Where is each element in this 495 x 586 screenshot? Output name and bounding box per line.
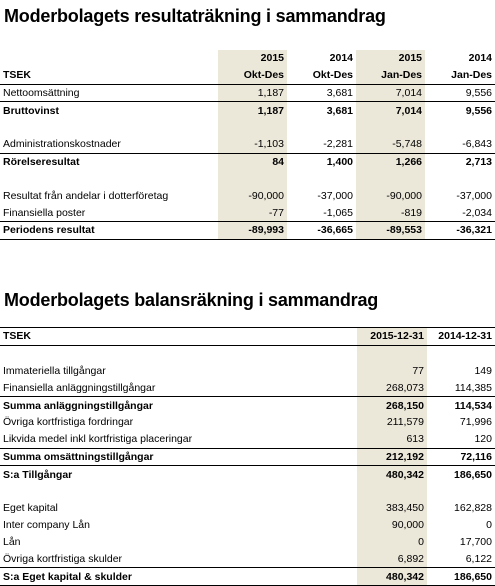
tsek-label: TSEK [0, 328, 357, 346]
row-label: Övriga kortfristiga skulder [3, 552, 123, 565]
cell-value: 9,556 [465, 86, 492, 99]
cell-value: 114,385 [454, 381, 492, 394]
table-row [0, 466, 495, 483]
income-statement-table [0, 50, 495, 240]
row-label: Övriga kortfristiga fordringar [3, 416, 134, 429]
row-label: Summa anläggningstillgångar [0, 397, 357, 414]
year-header: 2015 [356, 50, 425, 67]
row-label: Lån [3, 535, 21, 548]
cell-value: 211,579 [357, 414, 427, 431]
year-header: 2015 [218, 50, 287, 67]
cell-value: 0 [486, 519, 492, 532]
income-header-years [0, 50, 495, 67]
cell-value: -90,000 [218, 187, 287, 204]
table-row [0, 550, 495, 567]
table-row [0, 136, 495, 153]
cell-value: 7,014 [356, 84, 425, 102]
period-header: Okt-Des [287, 67, 356, 84]
cell-value: 3,681 [326, 86, 353, 99]
cell-value: 0 [357, 534, 427, 551]
row-label: Eget kapital [3, 502, 58, 515]
date-header: 2015-12-31 [357, 328, 427, 346]
cell-value: -6,843 [462, 138, 492, 151]
cell-value: 2,713 [425, 153, 495, 170]
balance-header [0, 328, 495, 346]
row-label: Immateriella tillgångar [3, 364, 106, 377]
cell-value: 114,534 [427, 397, 495, 414]
cell-value: 149 [474, 364, 492, 377]
table-row [0, 379, 495, 396]
period-header: Okt-Des [218, 67, 287, 84]
cell-value: 268,073 [357, 379, 427, 396]
cell-value: -37,000 [456, 189, 492, 202]
table-row [0, 448, 495, 466]
period-header: Jan-Des [356, 67, 425, 84]
table-row [0, 221, 495, 239]
cell-value: 186,650 [427, 568, 495, 586]
balance-sheet-table [0, 327, 495, 586]
cell-value: 120 [474, 433, 492, 446]
income-statement-title: Moderbolagets resultaträkning i sammandrag [4, 6, 386, 26]
cell-value: -2,281 [323, 138, 353, 151]
cell-value: 72,116 [427, 448, 495, 466]
cell-value: -1,065 [323, 206, 353, 219]
table-row [0, 204, 495, 221]
table-row [0, 363, 495, 380]
cell-value: -37,000 [317, 189, 353, 202]
cell-value: -77 [218, 204, 287, 221]
cell-value: 186,650 [427, 466, 495, 483]
table-row [0, 397, 495, 414]
row-label: Likvida medel inkl kortfristiga placeringar [3, 433, 193, 446]
date-header: 2014-12-31 [427, 328, 495, 346]
row-label: Administrationskostnader [3, 138, 121, 151]
row-label: S:a Tillgångar [0, 466, 357, 483]
cell-value: 480,342 [357, 568, 427, 586]
cell-value: -89,553 [356, 221, 425, 239]
cell-value: 1,187 [218, 84, 287, 102]
table-row [0, 534, 495, 551]
cell-value: 6,122 [465, 552, 492, 565]
tsek-label: TSEK [0, 67, 218, 84]
table-row [0, 187, 495, 204]
cell-value: 84 [218, 153, 287, 170]
cell-value: -89,993 [218, 221, 287, 239]
cell-value: 1,400 [287, 153, 356, 170]
cell-value: 77 [357, 363, 427, 380]
cell-value: -1,103 [218, 136, 287, 153]
cell-value: 6,892 [357, 550, 427, 567]
row-label: Periodens resultat [0, 221, 218, 239]
period-header: Jan-Des [425, 67, 495, 84]
table-row [0, 102, 495, 119]
row-label: Inter company Lån [3, 519, 90, 532]
cell-value: 17,700 [459, 535, 492, 548]
cell-value: 90,000 [357, 517, 427, 534]
year-header: 2014 [329, 52, 353, 65]
row-label: Rörelseresultat [0, 153, 218, 170]
row-label: Summa omsättningstillgångar [0, 448, 357, 466]
year-header: 2014 [468, 52, 492, 65]
cell-value: 1,187 [218, 102, 287, 119]
income-header-periods [0, 67, 495, 84]
cell-value: 268,150 [357, 397, 427, 414]
cell-value: 613 [357, 431, 427, 448]
table-row [0, 84, 495, 102]
cell-value: 383,450 [357, 500, 427, 517]
table-row [0, 431, 495, 448]
cell-value: 7,014 [356, 102, 425, 119]
cell-value: 480,342 [357, 466, 427, 483]
table-row [0, 500, 495, 517]
cell-value: 3,681 [287, 102, 356, 119]
cell-value: -36,665 [287, 221, 356, 239]
cell-value: 162,828 [454, 502, 492, 515]
cell-value: 9,556 [425, 102, 495, 119]
cell-value: -36,321 [425, 221, 495, 239]
row-label: Resultat från andelar i dotterföretag [3, 189, 169, 202]
table-row [0, 568, 495, 586]
row-label: Nettoomsättning [3, 86, 80, 99]
cell-value: 71,996 [459, 416, 492, 429]
cell-value: -2,034 [462, 206, 492, 219]
table-row [0, 517, 495, 534]
row-label: S:a Eget kapital & skulder [0, 568, 357, 586]
table-row [0, 153, 495, 170]
cell-value: 1,266 [356, 153, 425, 170]
row-label: Bruttovinst [0, 102, 218, 119]
row-label: Finansiella anläggningstillgångar [3, 381, 156, 394]
cell-value: -90,000 [356, 187, 425, 204]
cell-value: -819 [356, 204, 425, 221]
row-label: Finansiella poster [3, 206, 86, 219]
balance-sheet-title: Moderbolagets balansräkning i sammandrag [4, 290, 379, 310]
table-row [0, 414, 495, 431]
cell-value: -5,748 [356, 136, 425, 153]
cell-value: 212,192 [357, 448, 427, 466]
